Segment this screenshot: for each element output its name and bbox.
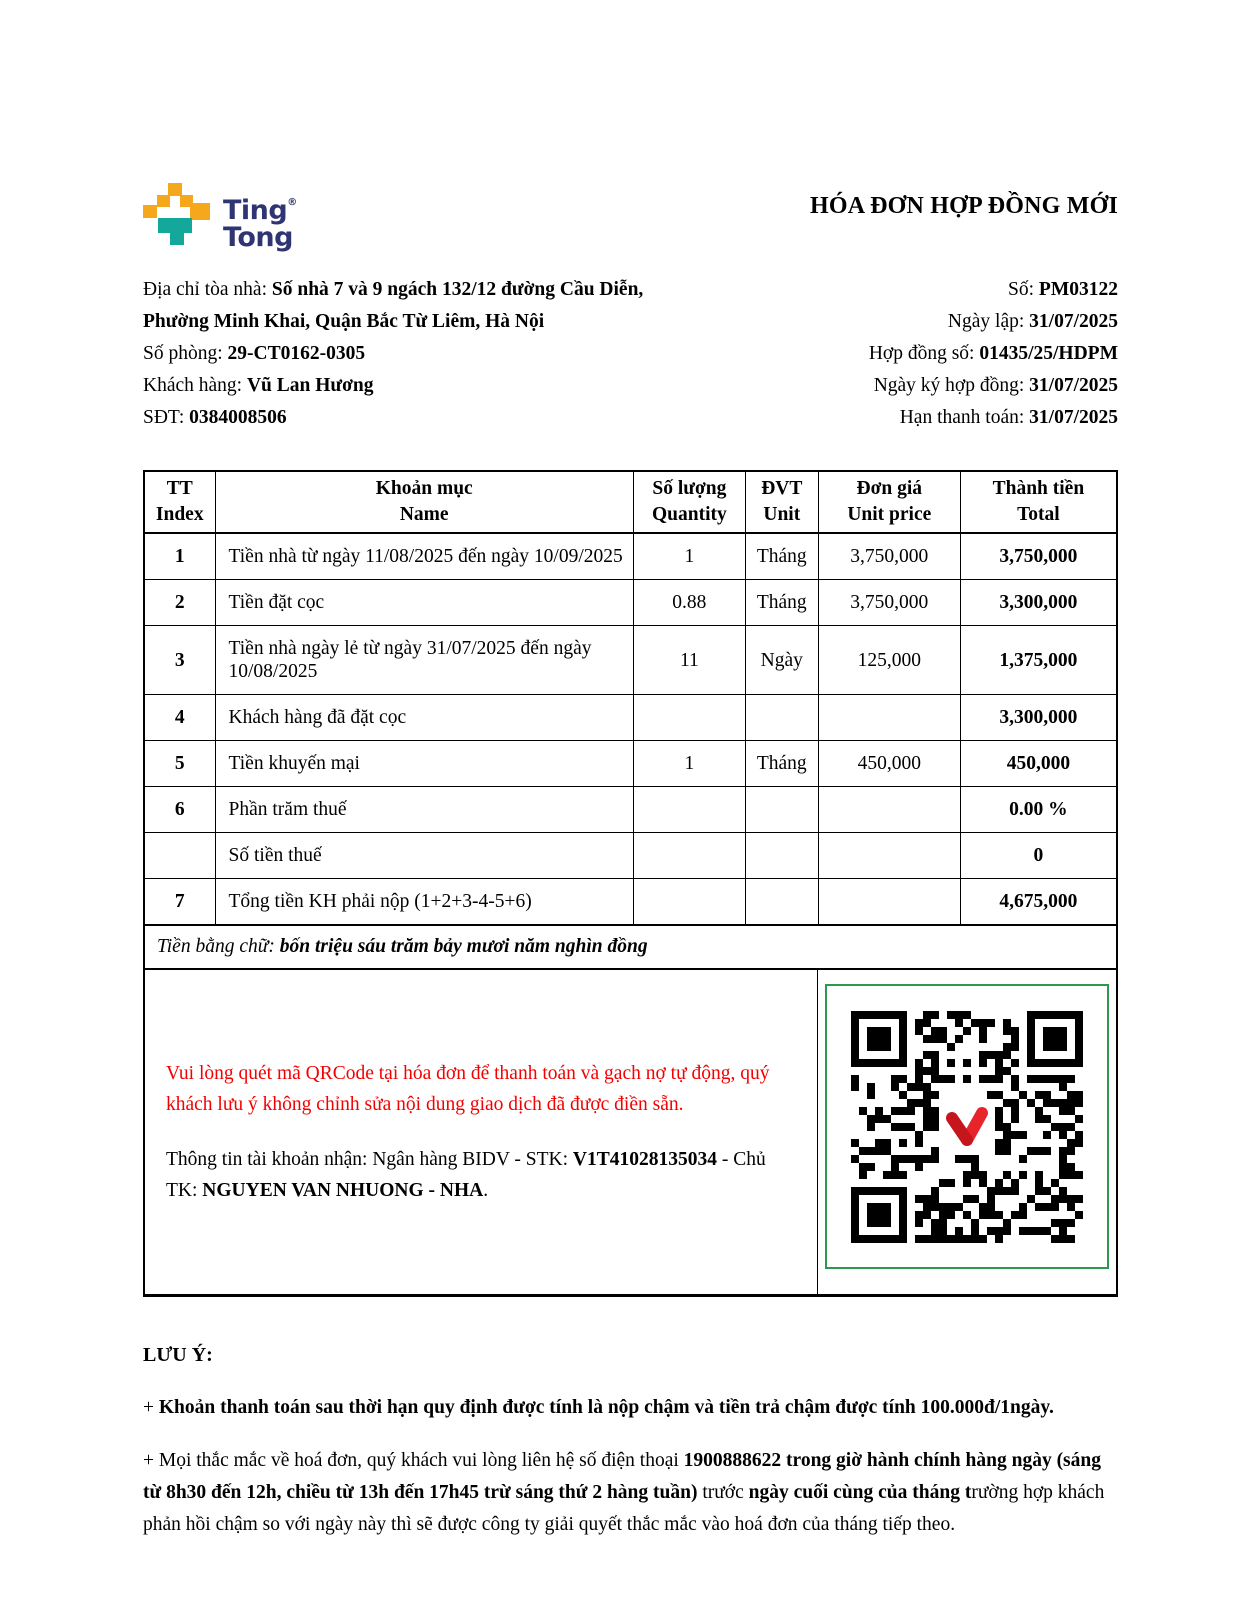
cell-unit_price: 125,000: [818, 626, 960, 695]
building-address-line2: Phường Minh Khai, Quận Bắc Từ Liêm, Hà Nội: [143, 311, 545, 332]
cell-unit_price: 3,750,000: [818, 533, 960, 580]
note-hotline: + Mọi thắc mắc về hoá đơn, quý khách vui lòng liên hệ số điện thoại 1900888622 trong giờ hành chính hàng ngày (sáng từ 8h30 đến 12h, chiều từ 13h đến 17h45 trừ sáng thứ 2 hàng tuần) trước ngày cuối cùng của tháng trường hợp khách phản hồi chậm so với ngày này thì sẽ được công ty giải quyết thắc mắc vào hoá đơn của tháng tiếp theo.: [143, 1450, 1105, 1535]
invoice-table: [143, 470, 1118, 926]
cell-total: 4,675,000: [960, 879, 1117, 926]
cell-unit: Tháng: [745, 580, 818, 626]
cell-total: 450,000: [960, 741, 1117, 787]
logo-pixel: [158, 218, 192, 233]
table-row: [144, 741, 1117, 787]
cell-unit: Tháng: [745, 741, 818, 787]
column-header-index: TT Index: [144, 471, 215, 533]
registered-mark: ®: [287, 197, 297, 208]
invoice-meta: [703, 274, 1118, 434]
cell-quantity: 1: [633, 533, 745, 580]
cell-unit_price: [818, 879, 960, 926]
customer-info: [143, 274, 703, 434]
cell-index: 1: [144, 533, 215, 580]
table-row: [144, 695, 1117, 741]
invoice-content: [143, 183, 1118, 1541]
account-info-text: Thông tin tài khoản nhận: Ngân hàng BIDV - STK: V1T41028135034 - Chủ TK: NGUYEN VAN NHUONG - NHA.: [166, 1149, 766, 1201]
cell-unit_price: [818, 787, 960, 833]
cell-unit: Ngày: [745, 626, 818, 695]
tingtong-logo: [143, 183, 297, 252]
cell-unit: [745, 833, 818, 879]
table-row: [144, 626, 1117, 695]
cell-index: 2: [144, 580, 215, 626]
table-row: [144, 580, 1117, 626]
amount-in-words: Tiền bằng chữ: bốn triệu sáu trăm bảy mươi năm nghìn đồng: [143, 926, 1118, 970]
cell-index: 3: [144, 626, 215, 695]
cell-index: 5: [144, 741, 215, 787]
cell-name: Số tiền thuế: [215, 833, 633, 879]
cell-unit_price: [818, 695, 960, 741]
cell-name: Tiền nhà ngày lẻ từ ngày 31/07/2025 đến ngày 10/08/2025: [215, 626, 633, 695]
customer-phone: SĐT: 0384008506: [143, 407, 287, 428]
qr-area: [818, 970, 1116, 1294]
cell-total: 3,300,000: [960, 695, 1117, 741]
cell-total: 0: [960, 833, 1117, 879]
wordmark-line2: Tong: [223, 222, 293, 253]
qr-code: [825, 984, 1109, 1269]
cell-unit_price: 450,000: [818, 741, 960, 787]
cell-quantity: 0.88: [633, 580, 745, 626]
cell-index: 4: [144, 695, 215, 741]
tingtong-wordmark: [223, 189, 297, 251]
invoice-table-body: [144, 533, 1117, 925]
payment-due-date: Hạn thanh toán: 31/07/2025: [899, 407, 1118, 428]
cell-quantity: 11: [633, 626, 745, 695]
cell-name: Tổng tiền KH phải nộp (1+2+3-4-5+6): [215, 879, 633, 926]
invoice-table-head: [144, 471, 1117, 533]
column-header-unit: ĐVT Unit: [745, 471, 818, 533]
customer-name: Khách hàng: Vũ Lan Hương: [143, 375, 374, 396]
cell-quantity: 1: [633, 741, 745, 787]
room-number: Số phòng: 29-CT0162-0305: [143, 343, 366, 364]
invoice-number: Số: PM03122: [1008, 279, 1118, 300]
cell-total: 0.00 %: [960, 787, 1117, 833]
cell-total: 1,375,000: [960, 626, 1117, 695]
table-row: [144, 787, 1117, 833]
contract-number: Hợp đồng số: 01435/25/HDPM: [868, 343, 1118, 364]
cell-unit: [745, 879, 818, 926]
issue-date: Ngày lập: 31/07/2025: [947, 311, 1118, 332]
wordmark-line1: Ting®: [223, 195, 297, 226]
column-header-quantity: Số lượng Quantity: [633, 471, 745, 533]
column-header-total: Thành tiền Total: [960, 471, 1117, 533]
notes-section: [143, 1339, 1118, 1541]
cell-name: Phần trăm thuế: [215, 787, 633, 833]
qr-notice-text: Vui lòng quét mã QRCode tại hóa đơn để thanh toán và gạch nợ tự động, quý khách lưu ý không chỉnh sửa nội dung giao dịch đã được điền sẵn.: [166, 1063, 770, 1115]
logo-pixel: [170, 233, 184, 245]
cell-unit: Tháng: [745, 533, 818, 580]
cell-unit_price: [818, 833, 960, 879]
logo-pixel: [157, 195, 170, 207]
cell-unit: [745, 695, 818, 741]
cell-index: 6: [144, 787, 215, 833]
cell-quantity: [633, 695, 745, 741]
tingtong-logo-icon: [143, 183, 211, 252]
column-header-name: Khoản mục Name: [215, 471, 633, 533]
logo-pixel: [143, 205, 157, 218]
invoice-title: HÓA ĐƠN HỢP ĐỒNG MỚI: [809, 193, 1118, 219]
cell-index: 7: [144, 879, 215, 926]
payment-instructions: [145, 970, 818, 1294]
cell-total: 3,750,000: [960, 533, 1117, 580]
column-header-unit_price: Đơn giá Unit price: [818, 471, 960, 533]
cell-name: Tiền đặt cọc: [215, 580, 633, 626]
table-row: [144, 533, 1117, 580]
note-late-payment: + Khoản thanh toán sau thời hạn quy định được tính là nộp chậm và tiền trả chậm được tính 100.000đ/1ngày.: [143, 1397, 1054, 1418]
cell-quantity: [633, 833, 745, 879]
cell-name: Tiền khuyến mại: [215, 741, 633, 787]
logo-pixel: [190, 203, 210, 220]
table-row: [144, 833, 1117, 879]
cell-name: Tiền nhà từ ngày 11/08/2025 đến ngày 10/09/2025: [215, 533, 633, 580]
cell-unit_price: 3,750,000: [818, 580, 960, 626]
cell-index: [144, 833, 215, 879]
cell-unit: [745, 787, 818, 833]
header: [143, 183, 1118, 253]
info-section: [143, 274, 1118, 434]
payment-section: [143, 970, 1118, 1297]
contract-sign-date: Ngày ký hợp đồng: 31/07/2025: [873, 375, 1118, 396]
table-row: [144, 879, 1117, 926]
cell-quantity: [633, 787, 745, 833]
cell-quantity: [633, 879, 745, 926]
vietqr-v-icon: [939, 1099, 995, 1155]
building-address-line1: Địa chỉ tòa nhà: Số nhà 7 và 9 ngách 132/12 đường Cầu Diễn,: [143, 279, 644, 300]
cell-name: Khách hàng đã đặt cọc: [215, 695, 633, 741]
notes-heading: LƯU Ý:: [143, 1344, 213, 1366]
cell-total: 3,300,000: [960, 580, 1117, 626]
